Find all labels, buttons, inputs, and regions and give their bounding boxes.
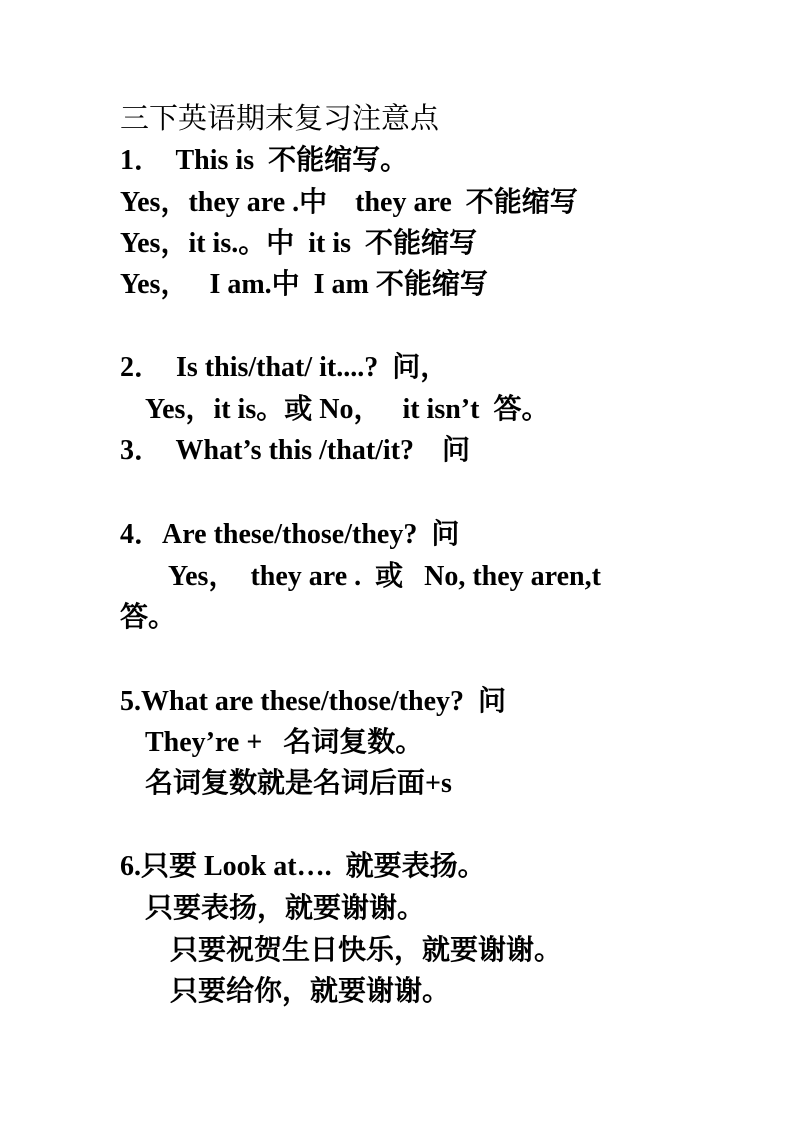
text-line: 2． Is this/that/ it....? 问， bbox=[120, 352, 449, 383]
text-line: 名词复数就是名词后面+s bbox=[145, 768, 452, 799]
text-line: 只要表扬，就要谢谢。 bbox=[145, 893, 426, 924]
text-line: 只要祝贺生日快乐，就要谢谢。 bbox=[170, 935, 563, 966]
text-line: Yes，it is。或 No， it isn’t 答。 bbox=[145, 394, 550, 425]
text-line: 1． This is 不能缩写。 bbox=[120, 145, 409, 176]
text-line: 答。 bbox=[120, 602, 177, 633]
text-line: Yes， I am.中 I am 不能缩写 bbox=[120, 269, 488, 300]
document-title: 三下英语期末复习注意点 bbox=[120, 103, 440, 135]
text-line: Yes，it is.。中 it is 不能缩写 bbox=[120, 228, 478, 259]
text-line: They’re + 名词复数。 bbox=[145, 727, 424, 758]
text-line: 5.What are these/those/they? 问 bbox=[120, 686, 506, 717]
text-line: Yes， they are . 或 No, they aren,t bbox=[168, 561, 601, 592]
text-line: 只要给你，就要谢谢。 bbox=[170, 976, 451, 1007]
text-line: 6.只要 Look at…. 就要表扬。 bbox=[120, 851, 486, 882]
text-line: Yes，they are .中 they are 不能缩写 bbox=[120, 187, 578, 218]
text-line: 4．Are these/those/they? 问 bbox=[120, 519, 460, 550]
text-line: 3． What’s this /that/it? 问 bbox=[120, 435, 471, 466]
